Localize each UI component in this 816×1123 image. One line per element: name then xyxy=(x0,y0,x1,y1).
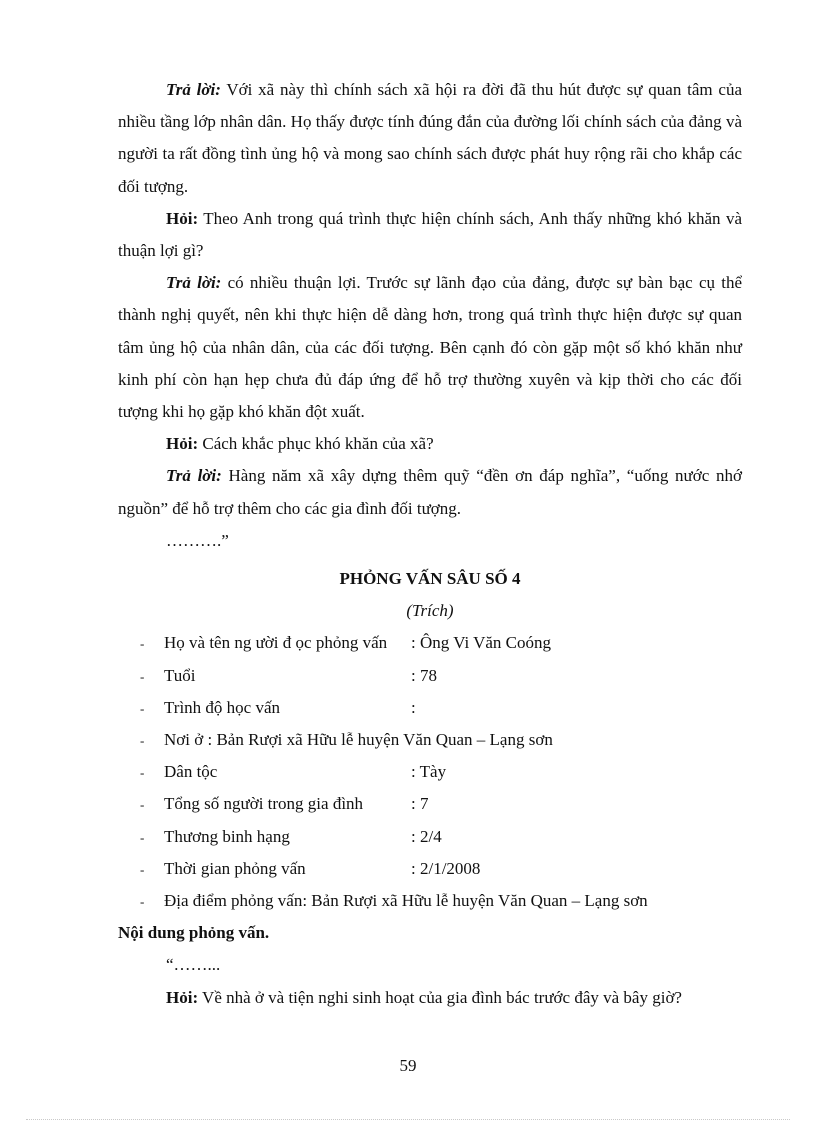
info-value: : Tày xyxy=(411,762,447,782)
question-label: Hỏi: xyxy=(166,434,199,454)
bullet-marker: - xyxy=(140,733,145,749)
bullet-marker: - xyxy=(140,829,145,845)
interview-title: PHỎNG VẤN SÂU SỐ 4 xyxy=(339,569,521,589)
bullet-marker: - xyxy=(140,797,145,813)
answer-label: Trả lời: xyxy=(166,80,221,99)
info-row-invalid-rank xyxy=(118,821,742,853)
answer-text: có nhiều thuận lợi. Trước sự lãnh đạo của đảng, được sự bàn bạc cụ thể thành nghị quyết, nên khi thực hiện dễ dàng hơn, trong quá trình thực hiện được sự quan tâm ủng hộ của nhân dân, của các đối tượng. Bên cạnh đó còn gặp một số khó khăn như kinh phí còn hạn hẹp chưa đủ đáp ứng để hỗ trợ thường xuyên và kịp thời cho các đối tượng khi họ gặp khó khăn đột xuất. xyxy=(118,273,743,422)
info-value: : 2/4 xyxy=(411,826,442,846)
bullet-marker: - xyxy=(140,893,145,909)
question-label: Hỏi: xyxy=(166,208,199,228)
interview-subtitle: (Trích) xyxy=(406,601,454,621)
question-text: Cách khắc phục khó khăn của xã? xyxy=(198,434,434,454)
info-value: : 7 xyxy=(411,794,429,814)
info-value: : xyxy=(411,697,416,717)
bullet-marker: - xyxy=(140,765,145,781)
info-row-ethnicity xyxy=(118,756,742,788)
info-row-household-size xyxy=(118,788,742,820)
info-label: Dân tộc xyxy=(164,762,218,782)
question-text: Theo Anh trong quá trình thực hiện chính sách, Anh thấy những khó khăn và thuận lợi gì? xyxy=(118,208,742,261)
bullet-marker: - xyxy=(140,700,145,716)
ellipsis-close-quote: ……….” xyxy=(166,530,229,550)
answer-text: Với xã này thì chính sách xã hội ra đời đã thu hút được sự quan tâm của nhiều tầng lớp nhân dân. Họ thấy được tính đúng đắn của đường lối chính sách của đảng và người ta rất đồng tình ủng hộ và mong sao chính sách được phát huy rộng rãi cho khắp các đối tượng. xyxy=(118,80,742,196)
interview-info-list xyxy=(118,627,742,917)
info-label: Địa điểm phỏng vấn: Bản Rượi xã Hữu lễ huyện Văn Quan – Lạng sơn xyxy=(164,890,648,910)
info-value: : Ông Vi Văn Coóng xyxy=(411,633,552,653)
page-body xyxy=(118,74,742,1014)
info-row-interview-location xyxy=(118,885,742,917)
page-number: 59 xyxy=(399,1056,417,1075)
question-paragraph xyxy=(118,982,742,1014)
answer-paragraph xyxy=(118,74,742,203)
open-quote: “……... xyxy=(166,955,221,975)
question-label: Hỏi: xyxy=(166,987,199,1007)
content-section-title: Nội dung phỏng vấn. xyxy=(118,923,270,943)
bullet-marker: - xyxy=(140,861,145,877)
page-bottom-divider xyxy=(26,1119,790,1120)
answer-paragraph xyxy=(118,267,742,428)
info-label: Tuổi xyxy=(164,665,196,685)
info-row-name xyxy=(118,627,742,659)
info-row-residence xyxy=(118,724,742,756)
info-row-interview-time xyxy=(118,853,742,885)
question-paragraph xyxy=(118,203,742,267)
info-label: Thời gian phỏng vấn xyxy=(164,858,306,878)
info-row-age xyxy=(118,660,742,692)
info-value: : 2/1/2008 xyxy=(411,858,481,878)
info-label: Trình độ học vấn xyxy=(164,697,281,717)
bullet-marker: - xyxy=(140,636,145,652)
answer-label: Trả lời: xyxy=(166,273,222,293)
info-value: : 78 xyxy=(411,665,437,685)
answer-label: Trả lời: xyxy=(166,466,222,486)
info-label: Nơi ở : Bản Rượi xã Hữu lễ huyện Văn Quan – Lạng sơn xyxy=(164,730,553,750)
info-label: Thương binh hạng xyxy=(164,826,290,846)
info-label: Tổng số người trong gia đình xyxy=(164,794,364,814)
question-text: Về nhà ở và tiện nghi sinh hoạt của gia đình bác trước đây và bây giờ? xyxy=(198,987,682,1007)
bullet-marker: - xyxy=(140,668,145,684)
question-paragraph xyxy=(118,428,742,460)
answer-paragraph xyxy=(118,460,742,524)
info-label: Họ và tên ng ười đ ọc phỏng vấn xyxy=(164,633,388,653)
answer-text: Hàng năm xã xây dựng thêm quỹ “đền ơn đáp nghĩa”, “uống nước nhớ nguồn” để hỗ trợ thêm cho các gia đình đối tượng. xyxy=(118,466,742,518)
info-row-education xyxy=(118,692,742,724)
